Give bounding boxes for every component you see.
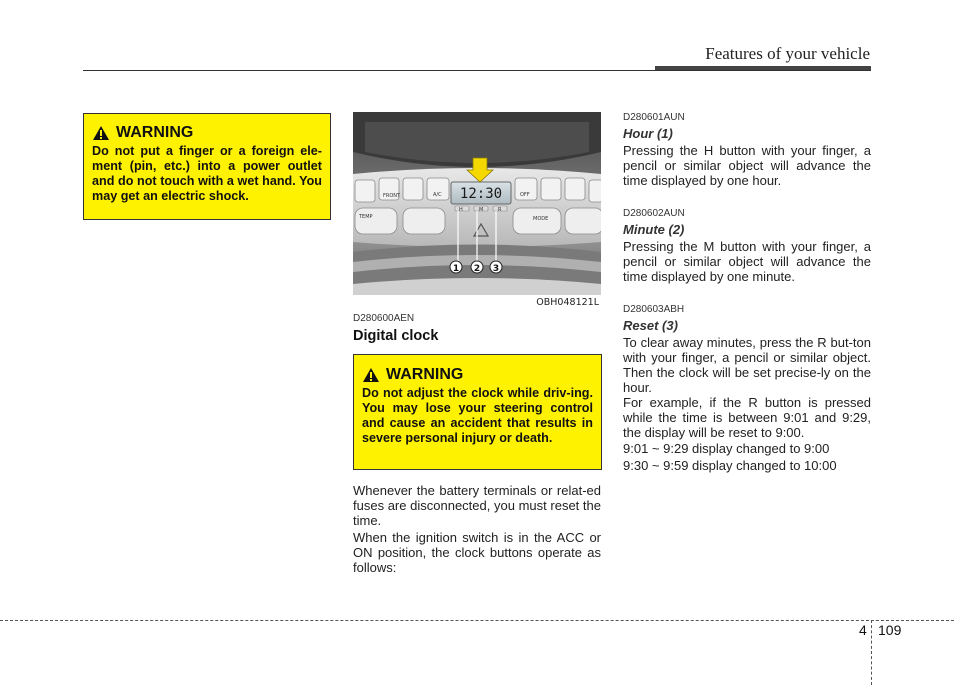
- hour-text: Pressing the H button with your finger, a pencil or similar object will advance the time displayed by one hour.: [623, 143, 871, 188]
- warning-heading-label: WARNING: [116, 124, 194, 141]
- svg-text:2: 2: [473, 264, 481, 274]
- label-temp: TEMP: [359, 214, 373, 220]
- section-heading: Digital clock: [353, 328, 439, 344]
- chapter-number: 4: [859, 622, 867, 638]
- page-number: 109: [878, 622, 902, 638]
- paragraph-ignition: When the ignition switch is in the ACC or ON position, the clock buttons operate as follows:: [353, 530, 601, 575]
- warning-triangle-icon: [92, 125, 110, 141]
- reset-code: D280603ABH: [623, 304, 685, 315]
- paragraph-battery: Whenever the battery terminals or relat-ed fuses are disconnected, you must reset the time.: [353, 483, 601, 528]
- warning-text: Do not put a finger or a foreign ele-ment (pin, etc.) into a power outlet and do not touch with a wet hand. You may get an electric shock.: [92, 144, 322, 203]
- warning-heading: [362, 365, 593, 385]
- label-m: M: [479, 207, 484, 213]
- svg-text:3: 3: [492, 264, 500, 274]
- header-rule: [83, 70, 871, 71]
- warning-box-power-outlet: [83, 113, 331, 220]
- footer-dashed-rule: [0, 620, 954, 621]
- label-front: FRONT: [383, 193, 401, 199]
- display-time: 12:30: [459, 186, 503, 202]
- reset-title: Reset (3): [623, 318, 678, 333]
- hour-title: Hour (1): [623, 126, 673, 141]
- clock-panel-photo: [353, 112, 601, 309]
- section-code: D280600AEN: [353, 313, 415, 324]
- warning-heading: [92, 123, 322, 143]
- footer-dashed-divider: [871, 620, 872, 685]
- svg-text:1: 1: [452, 264, 460, 274]
- warning-box-clock: [353, 354, 602, 470]
- reset-text-1: To clear away minutes, press the R but-ton with your finger, a pencil or similar object. Then the clock will be set precise-ly on the hour.: [623, 335, 871, 395]
- label-mode: MODE: [533, 216, 549, 222]
- warning-text: Do not adjust the clock while driv-ing. You may lose your steering control and cause an accident that results in severe personal injury or death.: [362, 386, 593, 445]
- minute-code: D280602AUN: [623, 208, 685, 219]
- reset-line-2: 9:30 ~ 9:59 display changed to 10:00: [623, 458, 837, 473]
- hour-code: D280601AUN: [623, 112, 685, 123]
- warning-triangle-icon: [362, 367, 380, 383]
- minute-text: Pressing the M button with your finger, a pencil or similar object will advance the time displayed by one minute.: [623, 239, 871, 284]
- label-ac: A/C: [433, 192, 442, 198]
- warning-heading-label: WARNING: [386, 366, 464, 383]
- figure-code: OBH048121L: [536, 297, 599, 308]
- reset-line-1: 9:01 ~ 9:29 display changed to 9:00: [623, 441, 830, 456]
- reset-text-2: For example, if the R button is pressed while the time is between 9:01 and 9:29, the display will be reset to 9:00.: [623, 395, 871, 440]
- label-off: OFF: [520, 192, 530, 198]
- header-title: Features of your vehicle: [705, 44, 870, 63]
- minute-title: Minute (2): [623, 222, 685, 237]
- label-r: R: [498, 207, 502, 213]
- label-h: H: [459, 207, 463, 213]
